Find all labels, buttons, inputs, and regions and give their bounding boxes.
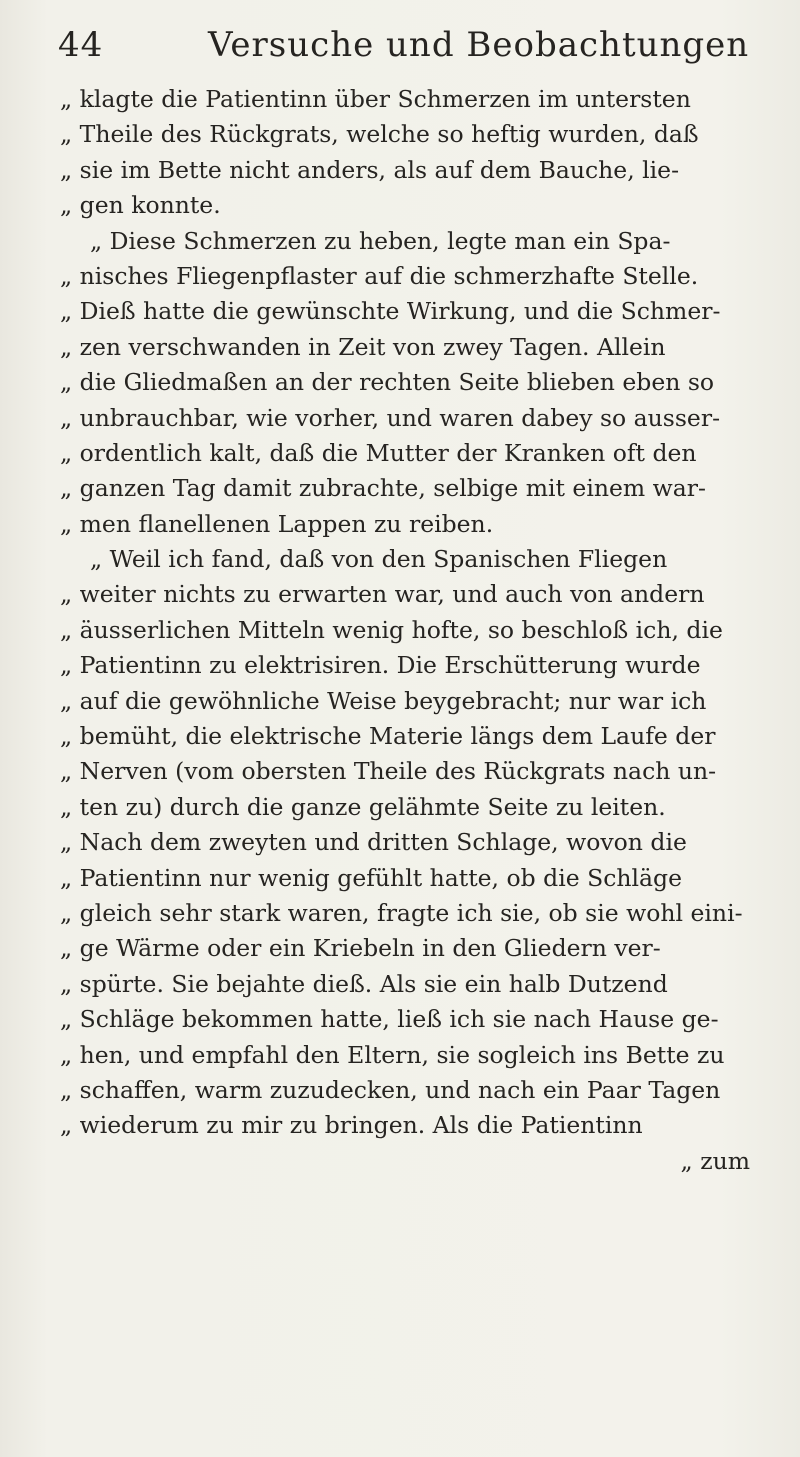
text-line: „ klagte die Patientinn über Schmerzen im untersten — [60, 85, 691, 113]
text-line: „ wiederum zu mir zu bringen. Als die Patientinn — [60, 1111, 643, 1140]
text-line: „ äusserlichen Mitteln wenig hofte, so beschloß ich, die — [60, 615, 723, 644]
text-line: „ ganzen Tag damit zubrachte, selbige mit einem war- — [60, 474, 706, 503]
text-line: „ Diese Schmerzen zu heben, legte man ein Spa- — [90, 226, 671, 255]
text-line: „ Theile des Rückgrats, welche so heftig wurden, daß — [60, 120, 699, 149]
text-line: „ Nerven (vom obersten Theile des Rückgrats nach un- — [60, 757, 717, 786]
text-line: „ Nach dem zweyten und dritten Schlage, wovon die — [60, 828, 687, 857]
body-text — [60, 82, 770, 1179]
text-line: „ ordentlich kalt, daß die Mutter der Kranken oft den — [60, 438, 697, 467]
text-line: „ auf die gewöhnliche Weise beygebracht; nur war ich — [60, 686, 707, 715]
text-line: „ gen konnte. — [60, 191, 221, 220]
text-line: „ zen verschwanden in Zeit von zwey Tagen. Allein — [60, 332, 666, 361]
text-line: „ Dieß hatte die gewünschte Wirkung, und die Schmer- — [60, 297, 721, 326]
text-line: „ ten zu) durch die ganze gelähmte Seite zu leiten. — [60, 792, 666, 821]
text-line: „ Patientinn zu elektrisiren. Die Erschütterung wurde — [60, 651, 701, 680]
text-line: „ hen, und empfahl den Eltern, sie sogleich ins Bette zu — [60, 1040, 725, 1069]
text-line: „ die Gliedmaßen an der rechten Seite blieben eben so — [60, 368, 715, 397]
text-line: „ bemüht, die elektrische Materie längs dem Laufe der — [60, 722, 716, 751]
text-line: „ Schläge bekommen hatte, ließ ich sie nach Hause ge- — [60, 1005, 719, 1034]
text-line: „ Patientinn nur wenig gefühlt hatte, ob die Schläge — [60, 863, 682, 892]
page-number: 44 — [58, 25, 104, 65]
running-title: Versuche und Beobachtungen — [208, 25, 750, 65]
page-header — [58, 20, 758, 70]
text-line: „ schaffen, warm zuzudecken, und nach ein Paar Tagen — [60, 1075, 721, 1104]
text-line: „ sie im Bette nicht anders, als auf dem Bauche, lie- — [60, 155, 680, 184]
catchword: „ zum — [680, 1146, 750, 1175]
text-line: „ nisches Fliegenpflaster auf die schmerzhafte Stelle. — [60, 261, 699, 290]
text-line: „ unbrauchbar, wie vorher, und waren dabey so ausser- — [60, 403, 721, 432]
text-line: „ Weil ich fand, daß von den Spanischen Fliegen — [90, 545, 668, 574]
text-line: „ ge Wärme oder ein Kriebeln in den Gliedern ver- — [60, 934, 661, 963]
text-line: „ spürte. Sie bejahte dieß. Als sie ein halb Dutzend — [60, 969, 668, 998]
text-line: „ men flanellenen Lappen zu reiben. — [60, 509, 494, 538]
text-line: „ weiter nichts zu erwarten war, und auch von andern — [60, 580, 705, 609]
text-line: „ gleich sehr stark waren, fragte ich sie, ob sie wohl eini- — [60, 898, 743, 927]
